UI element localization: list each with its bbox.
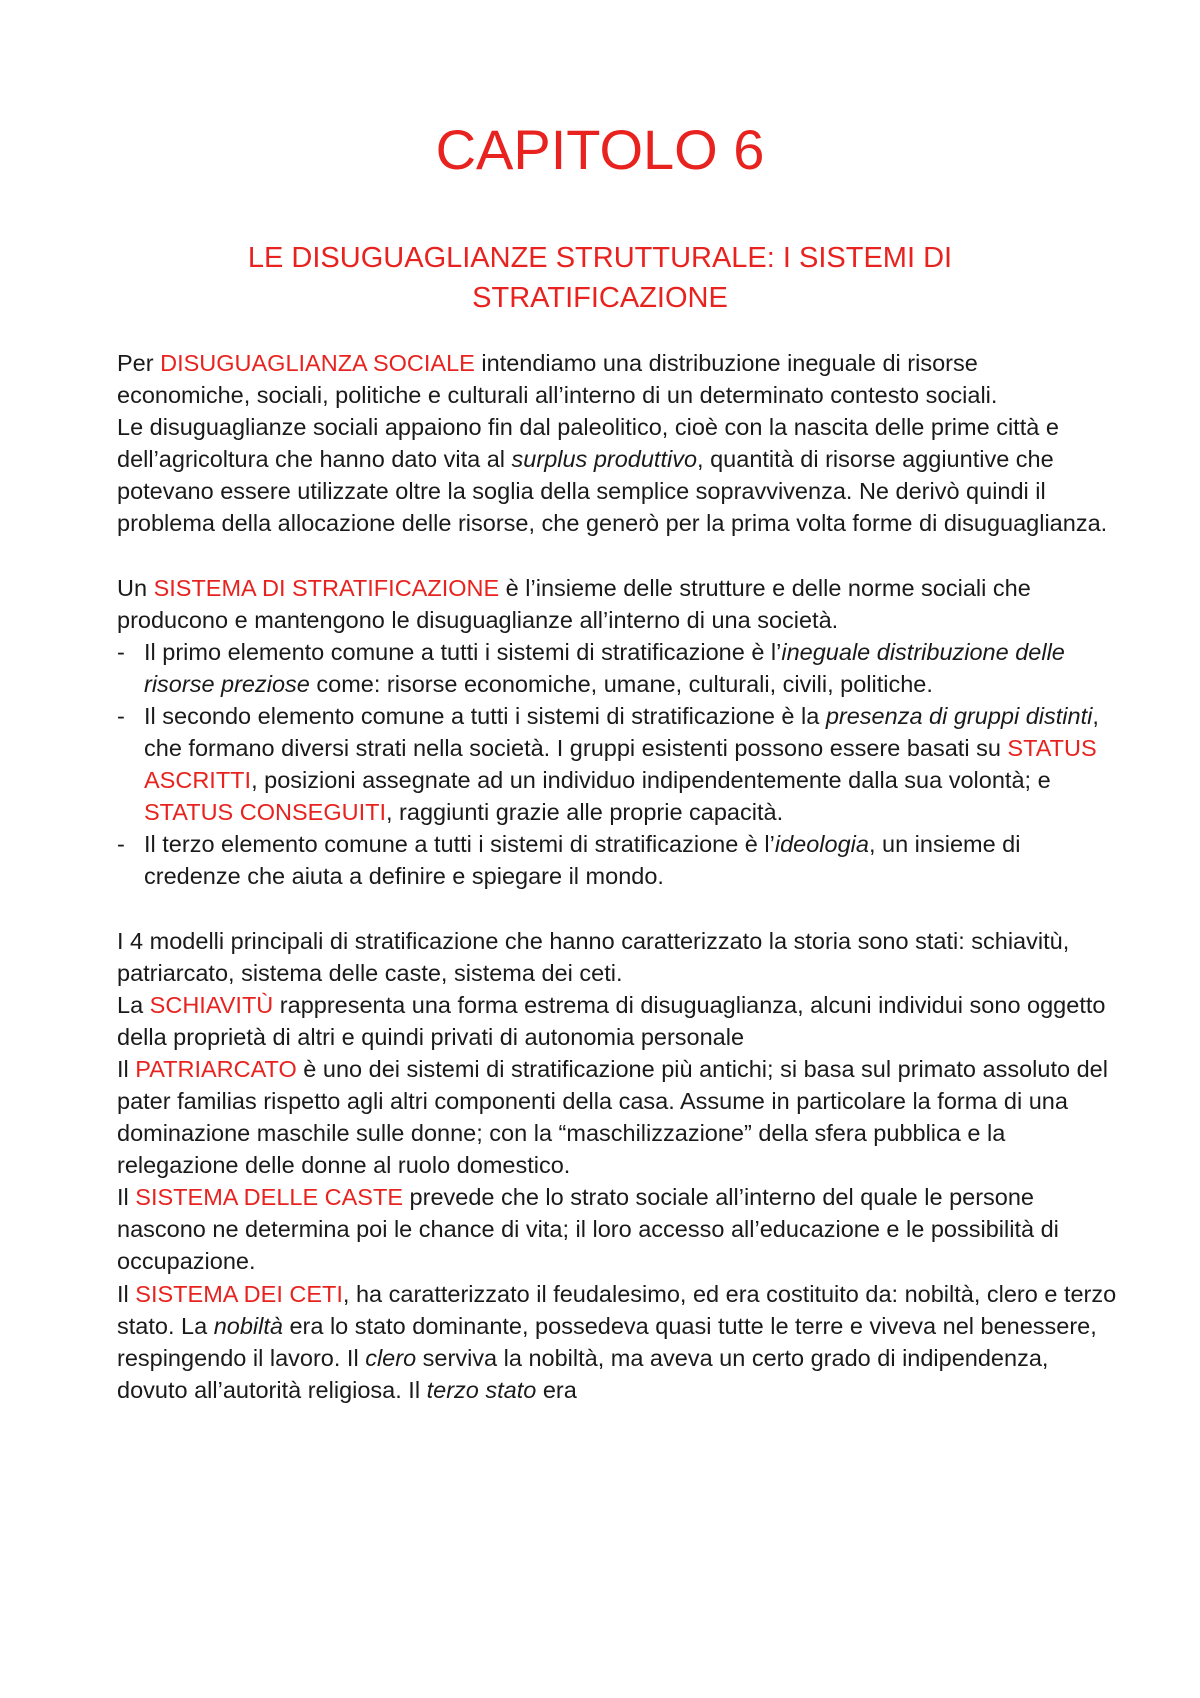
list-item [117, 700, 1117, 828]
text-run: rappresenta una forma estrema di disuguaglianza, alcuni individui sono oggetto della proprietà di altri e quindi privati di autonomia personale [117, 991, 1106, 1050]
text-run: serviva la nobiltà, ma aveva un certo grado di indipendenza, dovuto all’autorità religiosa. Il [117, 1344, 1049, 1403]
text-run: , ha caratterizzato il feudalesimo, ed era costituito da: nobiltà, clero e terzo stato. La [117, 1280, 1117, 1339]
text-run: era lo stato dominante, possedeva quasi tutte le terre e viveva nel benessere, respingendo il lavoro. Il [117, 1312, 1097, 1371]
text-run: Il secondo elemento comune a tutti i sistemi di stratificazione è la [144, 702, 826, 729]
highlighted-term: SISTEMA DEI CETI [135, 1280, 343, 1307]
highlighted-term: STATUS ASCRITTI [144, 735, 1097, 794]
paragraph-ceti [117, 1278, 1117, 1406]
highlighted-term: SCHIAVITÙ [149, 991, 274, 1018]
highlighted-term: PATRIARCATO [135, 1055, 297, 1082]
highlighted-term: SISTEMA DI STRATIFICAZIONE [153, 574, 500, 601]
chapter-title: CAPITOLO 6 [435, 118, 765, 181]
text-run: Un [117, 574, 154, 601]
text-run: è uno dei sistemi di stratificazione più antichi; si basa sul primato assoluto del pater familias rispetto agli altri componenti della casa. Assume in particolare la forma di una dominazione maschile sulle donne; con la “maschilizzazione” della sfera pubblica e la relegazione delle donne al ruolo domestico. [117, 1055, 1108, 1179]
text-run: Il terzo elemento comune a tutti i sistemi di stratificazione è l’ [144, 831, 775, 858]
text-run: Il primo elemento comune a tutti i sistemi di stratificazione è l’ [144, 638, 782, 665]
text-run: Il [117, 1055, 136, 1082]
text-run: è l’insieme delle strutture e delle norme sociali che producono e mantengono le disuguaglianze all’interno di una società. [117, 574, 1031, 633]
section-title: LE DISUGUAGLIANZE STRUTTURALE: I SISTEMI DI STRATIFICAZIONE [247, 242, 953, 314]
text-run: La [117, 991, 150, 1018]
paragraph-sistema-stratificazione [117, 572, 1117, 636]
body-text [117, 347, 1117, 1406]
paragraph-patriarcato [117, 1053, 1117, 1181]
paragraph-disuguaglianza-sociale [117, 347, 1117, 411]
text-run: , raggiunti grazie alle proprie capacità. [385, 799, 784, 826]
paragraph-gap [117, 893, 1117, 925]
highlighted-term: STATUS CONSEGUITI [144, 799, 386, 826]
paragraph-gap [117, 540, 1117, 572]
text-run: intendiamo una distribuzione ineguale di risorse economiche, sociali, politiche e culturali all’interno di un determinato contesto sociali. [117, 350, 998, 409]
dash-bullet: - [117, 638, 125, 665]
text-run: Le disuguaglianze sociali appaiono fin dal paleolitico, cioè con la nascita delle prime città e dell’agricoltura che hanno dato vita al [117, 414, 1059, 473]
italic-term: presenza di gruppi distinti [825, 702, 1093, 729]
italic-term: ineguale distribuzione delle risorse preziose [144, 638, 1065, 697]
elements-list [117, 636, 1117, 893]
text-run: Il [117, 1280, 136, 1307]
text-run: , un insieme di credenze che aiuta a definire e spiegare il mondo. [144, 831, 1021, 890]
paragraph-paleolitico [117, 411, 1117, 539]
dash-bullet: - [117, 702, 125, 729]
italic-term: terzo stato [426, 1376, 537, 1403]
dash-bullet: - [117, 831, 125, 858]
highlighted-term: DISUGUAGLIANZA SOCIALE [160, 350, 475, 376]
text-run: Per [117, 350, 161, 376]
text-run: , che formano diversi strati nella società. I gruppi esistenti possono essere basati su [144, 702, 1099, 762]
text-run: Il [117, 1184, 136, 1211]
text-run: era [536, 1376, 577, 1403]
italic-term: nobiltà [213, 1312, 283, 1339]
text-run: , quantità di risorse aggiuntive che potevano essere utilizzate oltre la soglia della semplice sopravvivenza. Ne derivò quindi il problema della allocazione delle risorse, che generò per la prima volta forme di disuguaglianza. [117, 446, 1108, 537]
italic-term: ideologia [774, 831, 869, 858]
paragraph-modelli: I 4 modelli principali di stratificazione che hanno caratterizzato la storia sono stati: schiavitù, patriarcato, sistema delle caste, sistema dei ceti. [117, 927, 1070, 986]
highlighted-term: SISTEMA DELLE CASTE [135, 1184, 404, 1211]
text-run: prevede che lo strato sociale all’interno del quale le persone nascono ne determina poi le chance di vita; il loro accesso all’educazione e le possibilità di occupazione. [117, 1184, 1059, 1275]
italic-term: surplus produttivo [511, 446, 698, 473]
paragraph-schiavitu [117, 989, 1117, 1053]
list-item [117, 828, 1117, 892]
italic-term: clero [365, 1344, 417, 1371]
paragraph-caste [117, 1181, 1117, 1277]
list-item [117, 636, 1117, 700]
text-run: , posizioni assegnate ad un individuo indipendentemente dalla sua volontà; e [251, 767, 1051, 794]
text-run: come: risorse economiche, umane, culturali, civili, politiche. [309, 670, 933, 697]
